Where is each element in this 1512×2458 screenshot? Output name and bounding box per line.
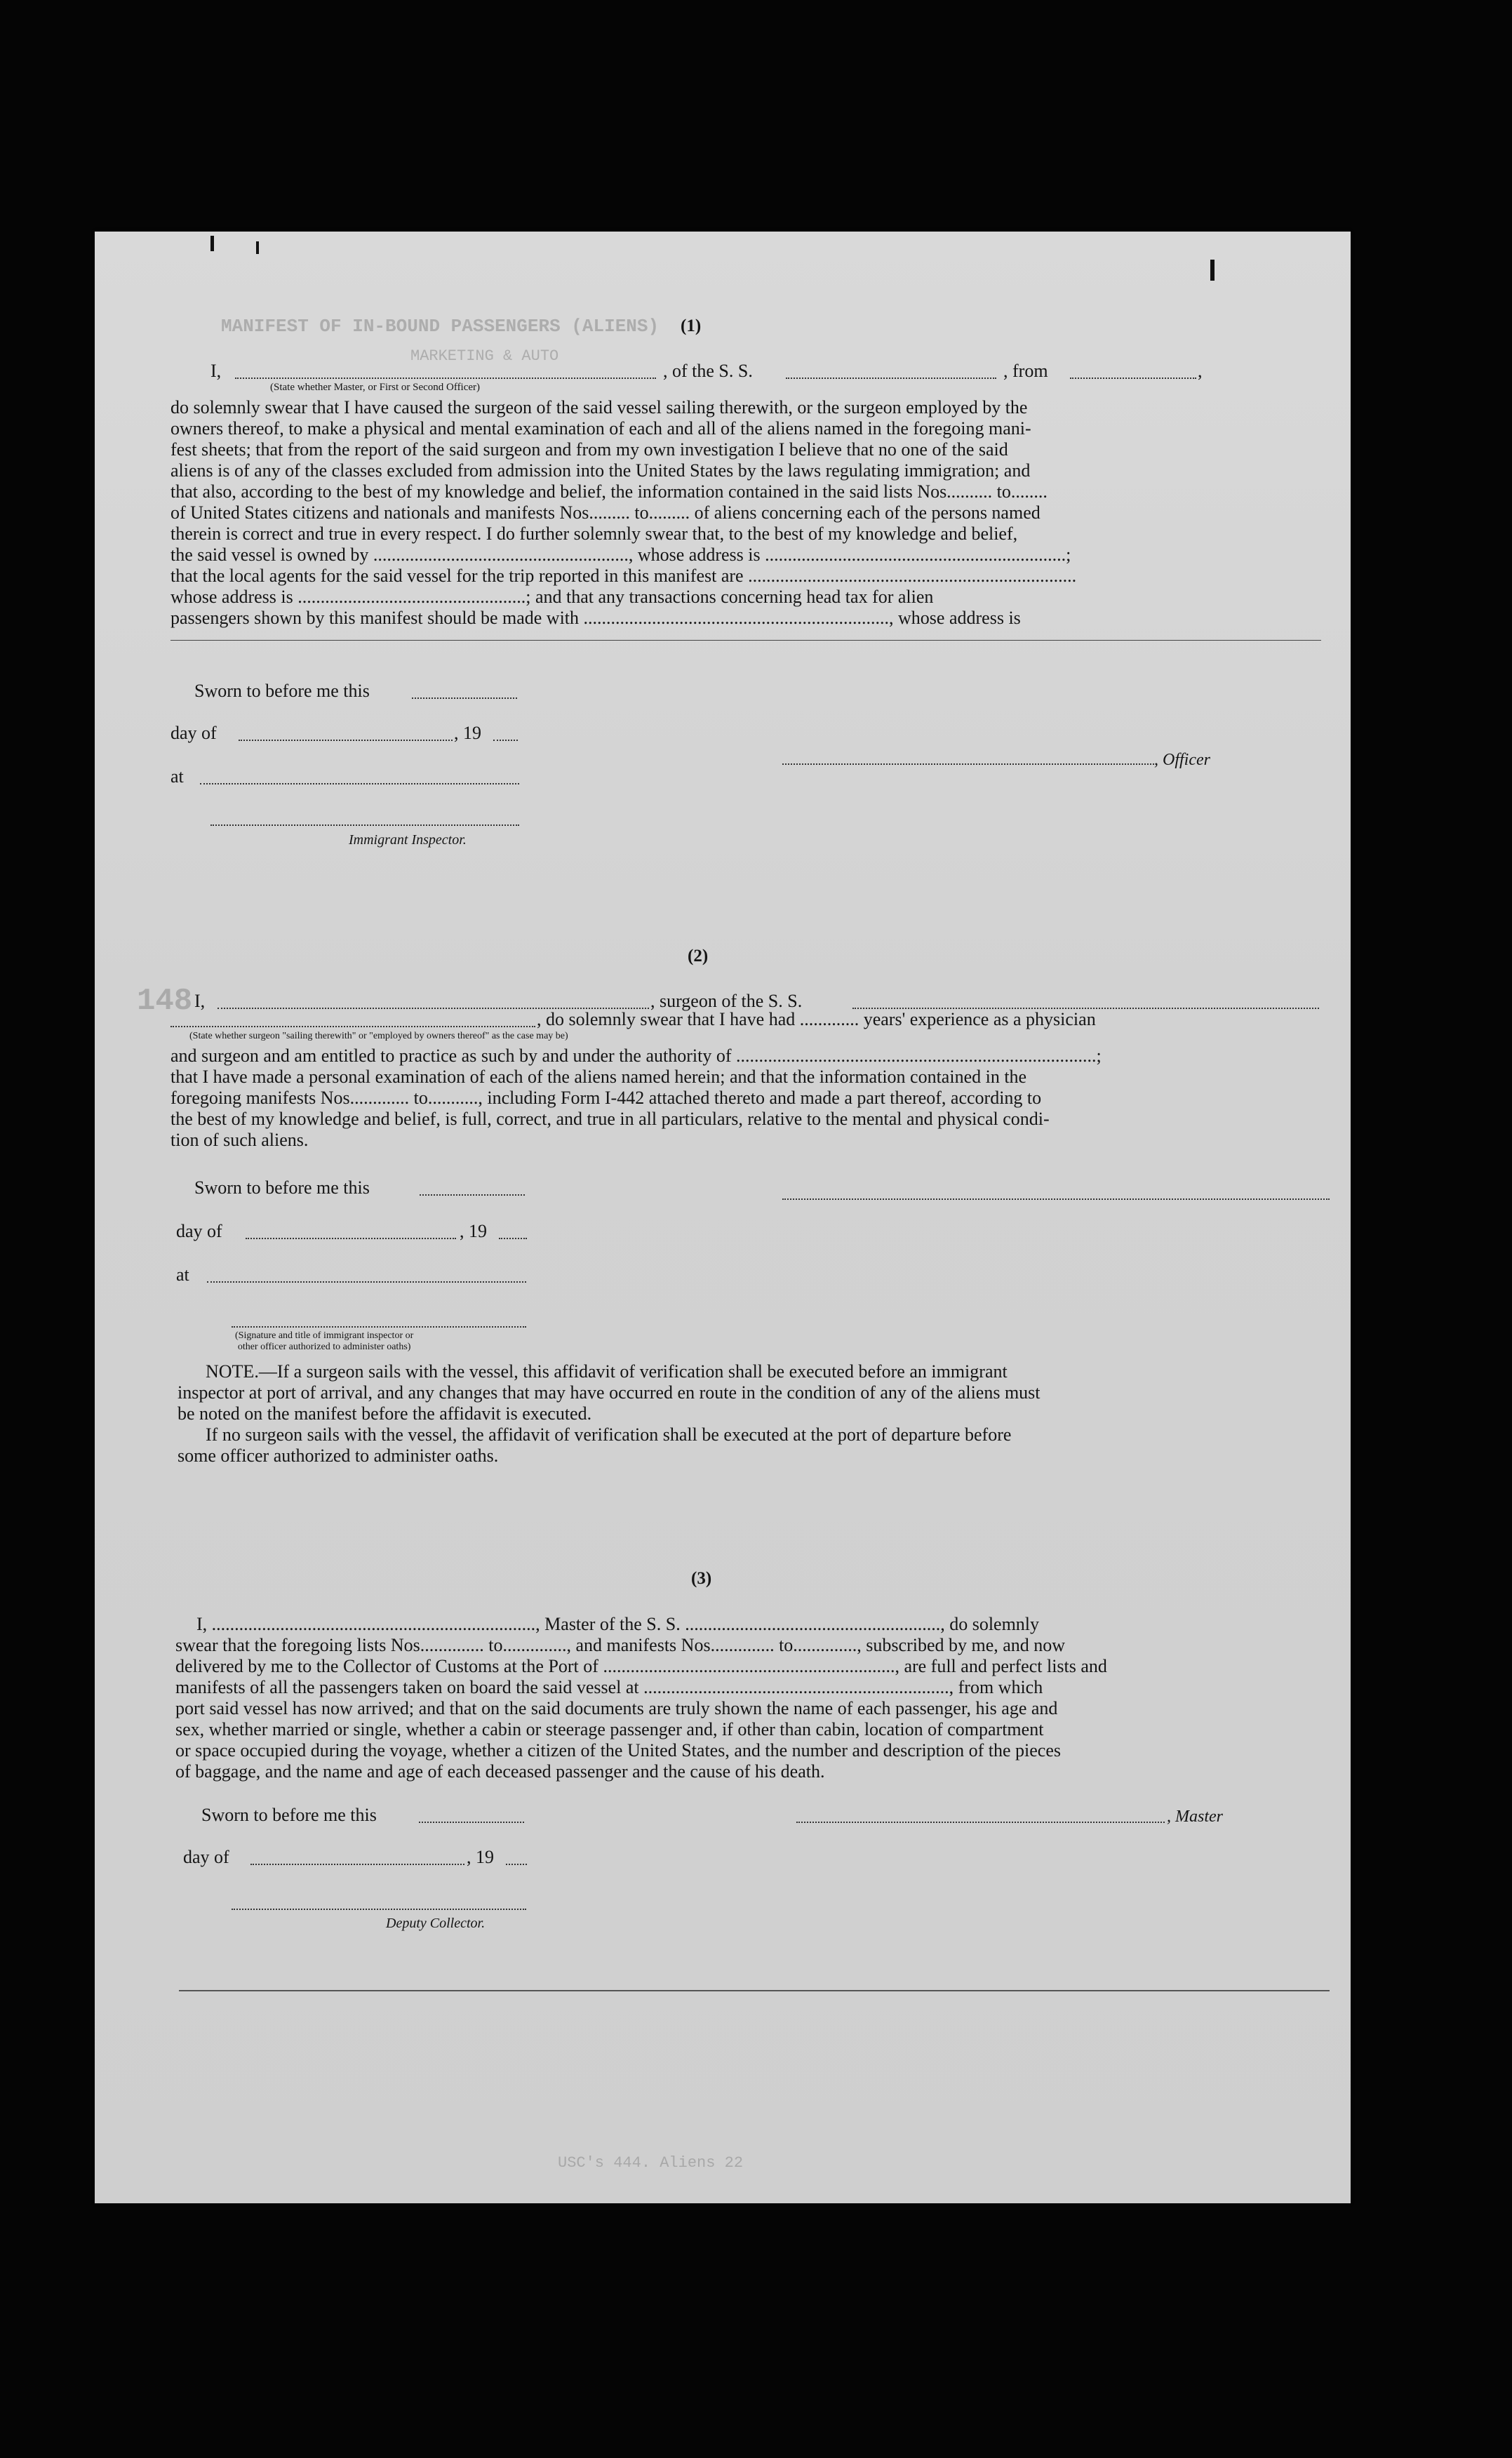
ink-mark: [210, 236, 214, 251]
body-line: port said vessel has now arrived; and that on the said documents are truly shown the name of each passenger, his age and: [175, 1698, 1058, 1718]
surgeon-status-field[interactable]: [170, 1026, 535, 1027]
ink-mark: [256, 241, 259, 254]
year-label: , 19: [467, 1847, 494, 1867]
deputy-collector-label: Deputy Collector.: [386, 1916, 486, 1931]
deputy-signature-line[interactable]: [232, 1909, 526, 1910]
body-line: swear that the foregoing lists Nos.............. to.............., and manifests Nos.............. to.............., subscribed by me, and now: [175, 1635, 1066, 1655]
section-2-number: (2): [688, 947, 709, 966]
body-line: of United States citizens and nationals and manifests Nos......... to......... of aliens concerning each of the persons named: [170, 502, 1041, 523]
body-line: delivered by me to the Collector of Customs at the Port of ................................................................, are full and perfect lists and: [175, 1656, 1107, 1676]
bleed-through-header: MANIFEST OF IN-BOUND PASSENGERS (ALIENS): [221, 316, 660, 337]
body-line: or space occupied during the voyage, whether a citizen of the United States, and the number and description of the pieces: [175, 1740, 1062, 1761]
vessel-name-field[interactable]: [786, 378, 996, 379]
surgeon-signature-line[interactable]: [782, 1198, 1330, 1200]
note-line: inspector at port of arrival, and any changes that may have occurred en route in the condition of any of the aliens must: [178, 1382, 1041, 1403]
bleed-through-page-mark: 148: [137, 984, 193, 1019]
section-3-body: [175, 1614, 1333, 1782]
body-line: therein is correct and true in every respect. I do further solemnly swear that, to the best of my knowledge and belief,: [170, 523, 1018, 544]
section-3-number: (3): [691, 1569, 712, 1588]
year-label: , 19: [454, 723, 481, 743]
at-place-field[interactable]: [200, 783, 519, 784]
body-line: foregoing manifests Nos............. to..........., including Form I-442 attached thereto and made a part thereof, according to: [170, 1088, 1042, 1108]
note-line: If no surgeon sails with the vessel, the affidavit of verification shall be executed at the port of departure before: [206, 1424, 1012, 1445]
day-of-field[interactable]: [246, 1238, 456, 1239]
body-line: I, ......................................................................., Master of the S. S. ........................................................, do solemnly: [196, 1614, 1040, 1634]
body-line: do solemnly swear that I have caused the surgeon of the said vessel sailing therewith, or the surgeon employed by the: [170, 397, 1028, 418]
signature-title-note: (Signature and title of immigrant inspector or other officer authorized to administer oaths): [235, 1330, 414, 1352]
body-line: passengers shown by this manifest should be made with ..................................................................., whose address is: [170, 608, 1021, 628]
year-field[interactable]: [506, 1864, 527, 1865]
section-1-number: (1): [681, 316, 702, 335]
year-label: , 19: [460, 1221, 487, 1241]
body-line: and surgeon and am entitled to practice as such by and under the authority of ...............................................................................;: [170, 1046, 1102, 1066]
body-line: sex, whether married or single, whether a cabin or steerage passenger and, if other than cabin, location of compartment: [175, 1719, 1044, 1739]
section-1-i: I,: [210, 361, 222, 381]
section-2-surgeon-label: , surgeon of the S. S.: [650, 991, 803, 1011]
section-1-comma: ,: [1198, 361, 1203, 381]
section-2-i: I,: [194, 991, 206, 1011]
master-label: , Master: [1167, 1808, 1223, 1826]
section-1-divider: [170, 640, 1321, 641]
bleed-through-bottom: USC's 444. Aliens 22: [558, 2154, 744, 2172]
sworn-label: Sworn to before me this: [194, 1177, 370, 1198]
note-line: be noted on the manifest before the affidavit is executed.: [178, 1403, 592, 1424]
body-line: manifests of all the passengers taken on board the said vessel at ..................................................................., from which: [175, 1677, 1043, 1697]
day-of-label: day of: [183, 1847, 229, 1867]
at-label: at: [170, 766, 184, 787]
master-rank-note: (State whether Master, or First or Second Officer): [270, 382, 481, 393]
sworn-date-field[interactable]: [420, 1194, 525, 1196]
section-2-line-2: , do solemnly swear that I have had ............. years' experience as a physician: [537, 1009, 1096, 1029]
officer-signature-line[interactable]: [782, 763, 1154, 765]
from-port-field[interactable]: [1070, 378, 1196, 379]
body-line: of baggage, and the name and age of each deceased passenger and the cause of his death.: [175, 1761, 825, 1782]
body-line: fest sheets; that from the report of the said surgeon and from my own investigation I believe that no one of the said: [170, 439, 1008, 460]
bottom-rule: [179, 1990, 1330, 1991]
sworn-date-field[interactable]: [412, 697, 517, 699]
section-1-vessel-label: , of the S. S.: [663, 361, 753, 381]
officer-label: , Officer: [1154, 751, 1210, 769]
body-line: that also, according to the best of my knowledge and belief, the information contained in the said lists Nos.......... to........: [170, 481, 1048, 502]
immigrant-inspector-label: Immigrant Inspector.: [349, 832, 467, 848]
year-field[interactable]: [499, 1238, 527, 1239]
section-2-body: [170, 1046, 1321, 1151]
body-line: the best of my knowledge and belief, is full, correct, and true in all particulars, relative to the mental and physical condi-: [170, 1109, 1050, 1129]
ink-mark: [1210, 260, 1215, 281]
body-line: tion of such aliens.: [170, 1130, 309, 1150]
inspector-signature-line[interactable]: [210, 824, 519, 826]
sworn-label: Sworn to before me this: [194, 681, 370, 701]
inspector-signature-line[interactable]: [232, 1326, 526, 1328]
year-field[interactable]: [493, 740, 518, 741]
at-place-field[interactable]: [207, 1281, 526, 1283]
section-1-body: [170, 397, 1321, 629]
day-of-field[interactable]: [250, 1864, 464, 1865]
body-line: aliens is of any of the classes excluded from admission into the United States by the laws regulating immigration; and: [170, 460, 1031, 481]
day-of-label: day of: [170, 723, 217, 743]
note-line: NOTE.—If a surgeon sails with the vessel, this affidavit of verification shall be executed before an immigrant: [206, 1361, 1008, 1382]
section-1-from-label: , from: [1003, 361, 1048, 381]
surgeon-status-note: (State whether surgeon "sailing therewith" or "employed by owners thereof" as the case may be): [189, 1031, 568, 1041]
note-paragraph: [178, 1361, 1328, 1467]
manifest-page: [95, 232, 1351, 2203]
day-of-label: day of: [176, 1221, 222, 1241]
note-line: some officer authorized to administer oaths.: [178, 1445, 499, 1466]
master-signature-line[interactable]: [796, 1822, 1165, 1823]
bleed-through-ship: MARKETING & AUTO: [410, 347, 559, 365]
body-line: that the local agents for the said vessel for the trip reported in this manifest are ........................................................................: [170, 566, 1077, 586]
at-label: at: [176, 1264, 189, 1285]
body-line: that I have made a personal examination of each of the aliens named herein; and that the information contained in the: [170, 1067, 1027, 1087]
sworn-date-field[interactable]: [419, 1822, 524, 1823]
body-line: whose address is ..................................................; and that any transactions concerning head tax for alien: [170, 587, 934, 607]
body-line: owners thereof, to make a physical and mental examination of each and all of the aliens named in the foregoing mani-: [170, 418, 1031, 439]
day-of-field[interactable]: [239, 740, 453, 741]
body-line: the said vessel is owned by ........................................................, whose address is ..................................................................;: [170, 545, 1071, 565]
master-name-field[interactable]: [235, 378, 656, 379]
sworn-label: Sworn to before me this: [201, 1805, 377, 1825]
